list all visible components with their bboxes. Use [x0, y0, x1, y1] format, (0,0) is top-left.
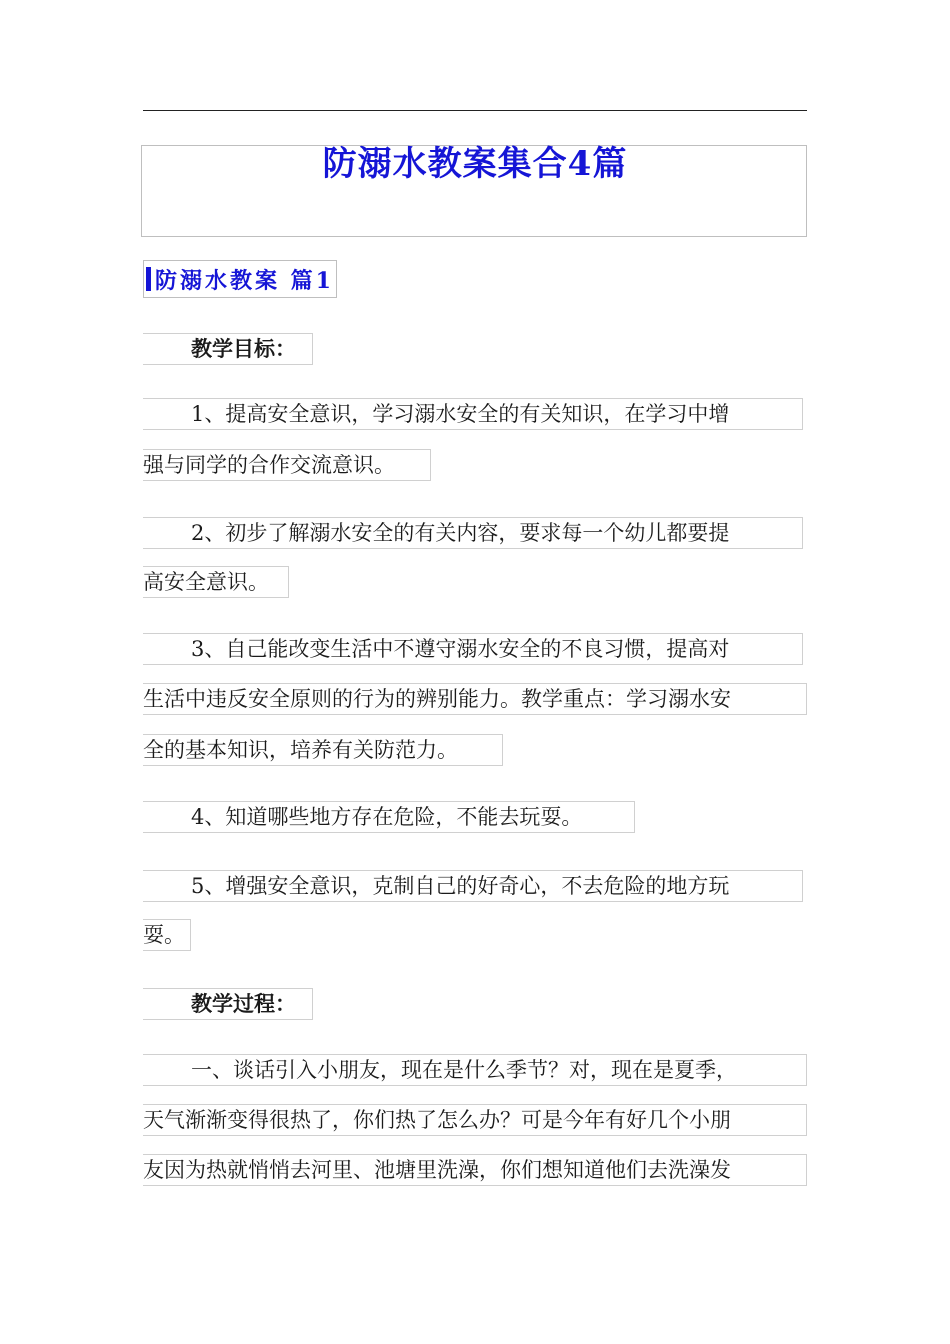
paragraph-line: 全的基本知识，培养有关防范力。: [143, 734, 503, 766]
top-rule: [143, 110, 807, 111]
paragraph-line: 高安全意识。: [143, 566, 289, 598]
paragraph-line: 4、知道哪些地方存在危险，不能去玩耍。: [143, 801, 635, 833]
paragraph-line: 强与同学的合作交流意识。: [143, 449, 431, 481]
page-title: 防溺水教案集合4篇: [322, 144, 628, 184]
paragraph-line: 5、增强安全意识，克制自己的好奇心，不去危险的地方玩: [143, 870, 803, 902]
paragraph-line: 天气渐渐变得很热了，你们热了怎么办？可是今年有好几个小朋: [143, 1104, 807, 1136]
paragraph-line: 耍。: [143, 919, 191, 951]
paragraph-line: 生活中违反安全原则的行为的辨别能力。教学重点：学习溺水安: [143, 683, 807, 715]
section-heading: [143, 260, 337, 298]
paragraph-line: 3、自己能改变生活中不遵守溺水安全的不良习惯，提高对: [143, 633, 803, 665]
paragraph-line: 友因为热就悄悄去河里、池塘里洗澡，你们想知道他们去洗澡发: [143, 1154, 807, 1186]
paragraph-line: 一、谈话引入小朋友，现在是什么季节？对，现在是夏季，: [143, 1054, 807, 1086]
paragraph-line: 2、初步了解溺水安全的有关内容，要求每一个幼儿都要提: [143, 517, 803, 549]
heading-teaching-process: 教学过程：: [143, 988, 313, 1020]
section-heading-text: 防溺水教案 篇1: [155, 267, 334, 294]
paragraph-line: 1、提高安全意识，学习溺水安全的有关知识，在学习中增: [143, 398, 803, 430]
section-heading-bar: [146, 267, 151, 291]
heading-teaching-goals: 教学目标：: [143, 333, 313, 365]
